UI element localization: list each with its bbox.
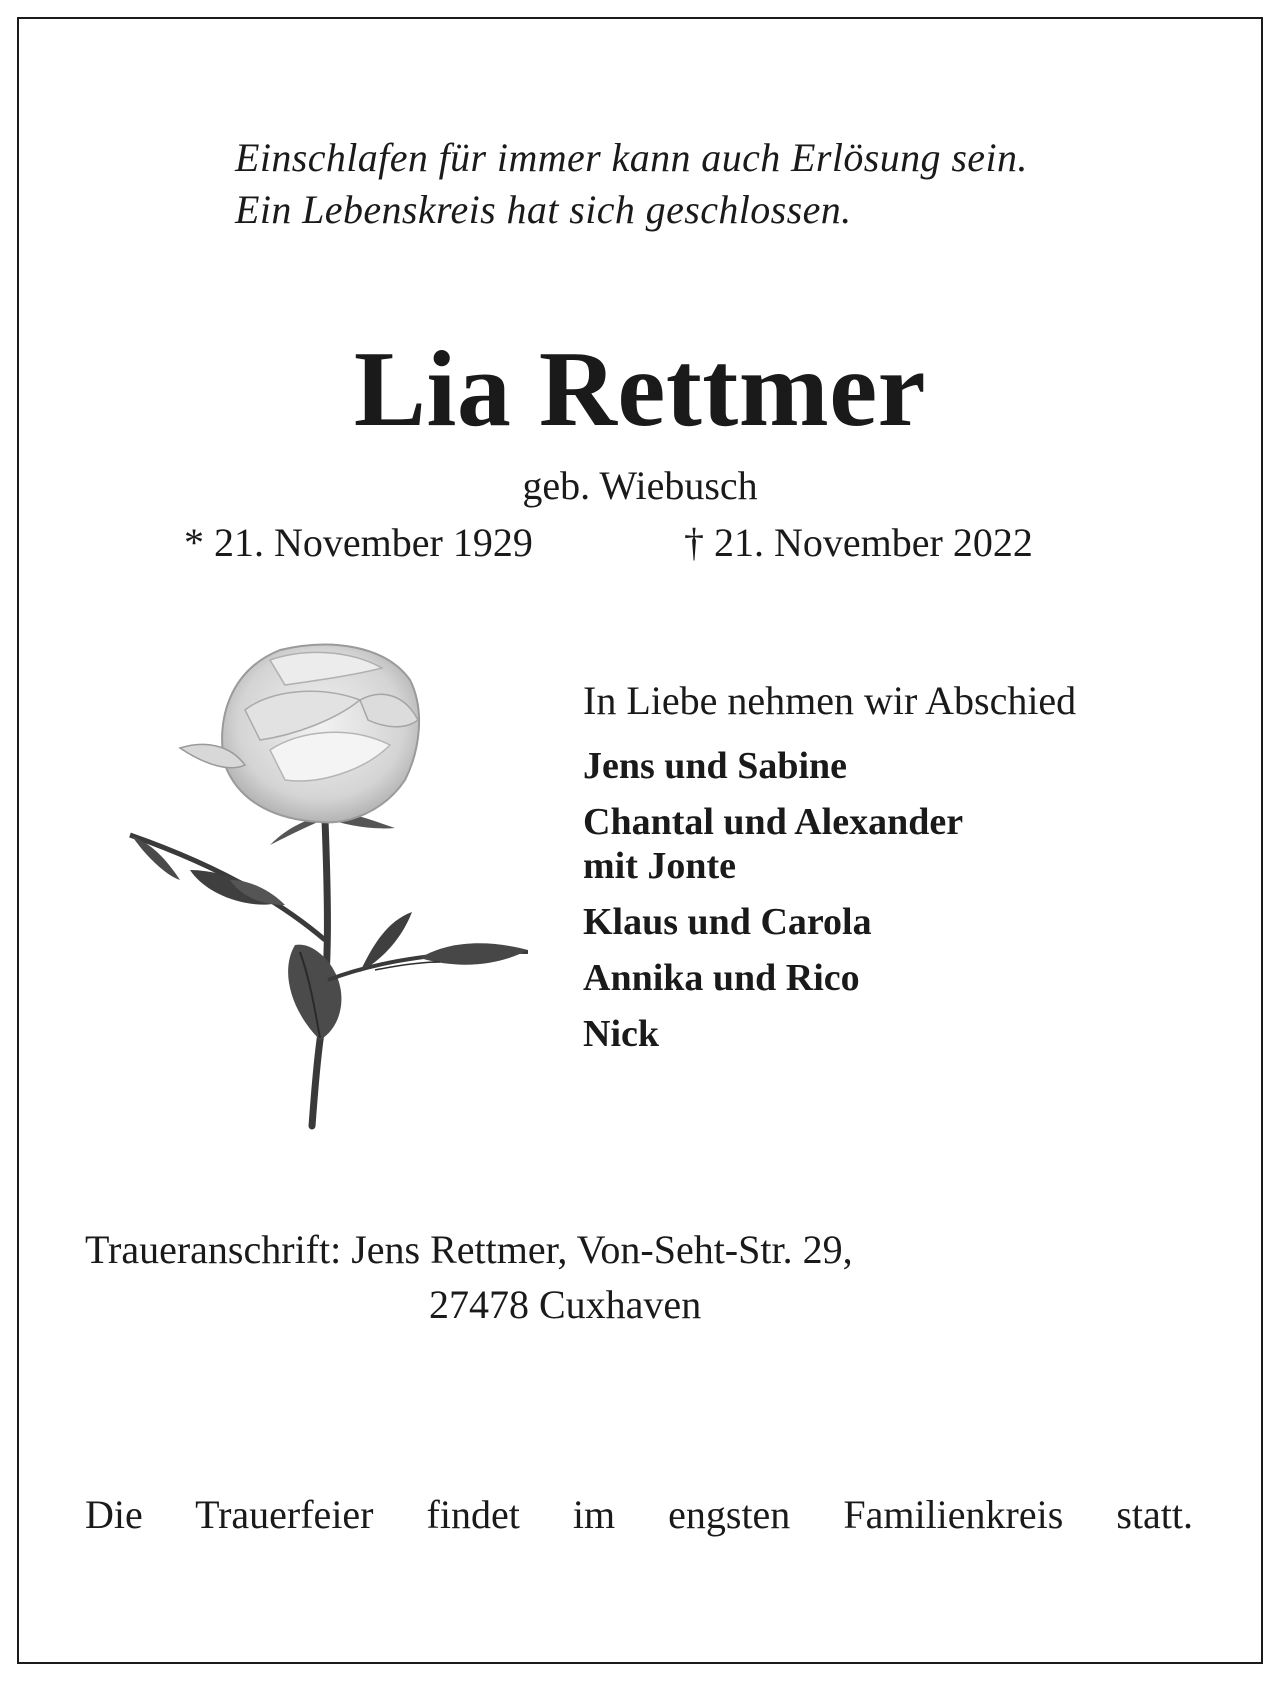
mourner-chantal-alexander: Chantal und Alexander mit Jonte <box>583 801 964 887</box>
mourner-nick: Nick <box>583 1013 659 1055</box>
ceremony-note: Die Trauerfeier findet im engsten Familienkreis statt. <box>85 1492 1193 1537</box>
maiden-name: geb. Wiebusch <box>522 463 758 508</box>
death-date: † 21. November 2022 <box>684 520 1033 565</box>
mourning-address <box>85 1222 853 1332</box>
mourner-annika-rico: Annika und Rico <box>583 957 860 999</box>
deceased-name: Lia Rettmer <box>353 330 927 449</box>
mourner-klaus-carola: Klaus und Carola <box>583 901 872 943</box>
motto-line-1: Einschlafen für immer kann auch Erlösung sein. <box>235 135 1028 180</box>
motto-line-2: Ein Lebenskreis hat sich geschlossen. <box>235 187 852 232</box>
address-line-2: 27478 Cuxhaven <box>429 1282 702 1327</box>
motto <box>235 132 1028 236</box>
mourners-list <box>583 744 963 1068</box>
farewell-text: In Liebe nehmen wir Abschied <box>583 678 1077 723</box>
mourner-jens-sabine: Jens und Sabine <box>583 745 848 787</box>
rose-icon <box>120 640 540 1130</box>
address-line-1: Traueranschrift: Jens Rettmer, Von-Seht-Str. 29, <box>85 1227 853 1272</box>
birth-date: * 21. November 1929 <box>184 520 533 565</box>
